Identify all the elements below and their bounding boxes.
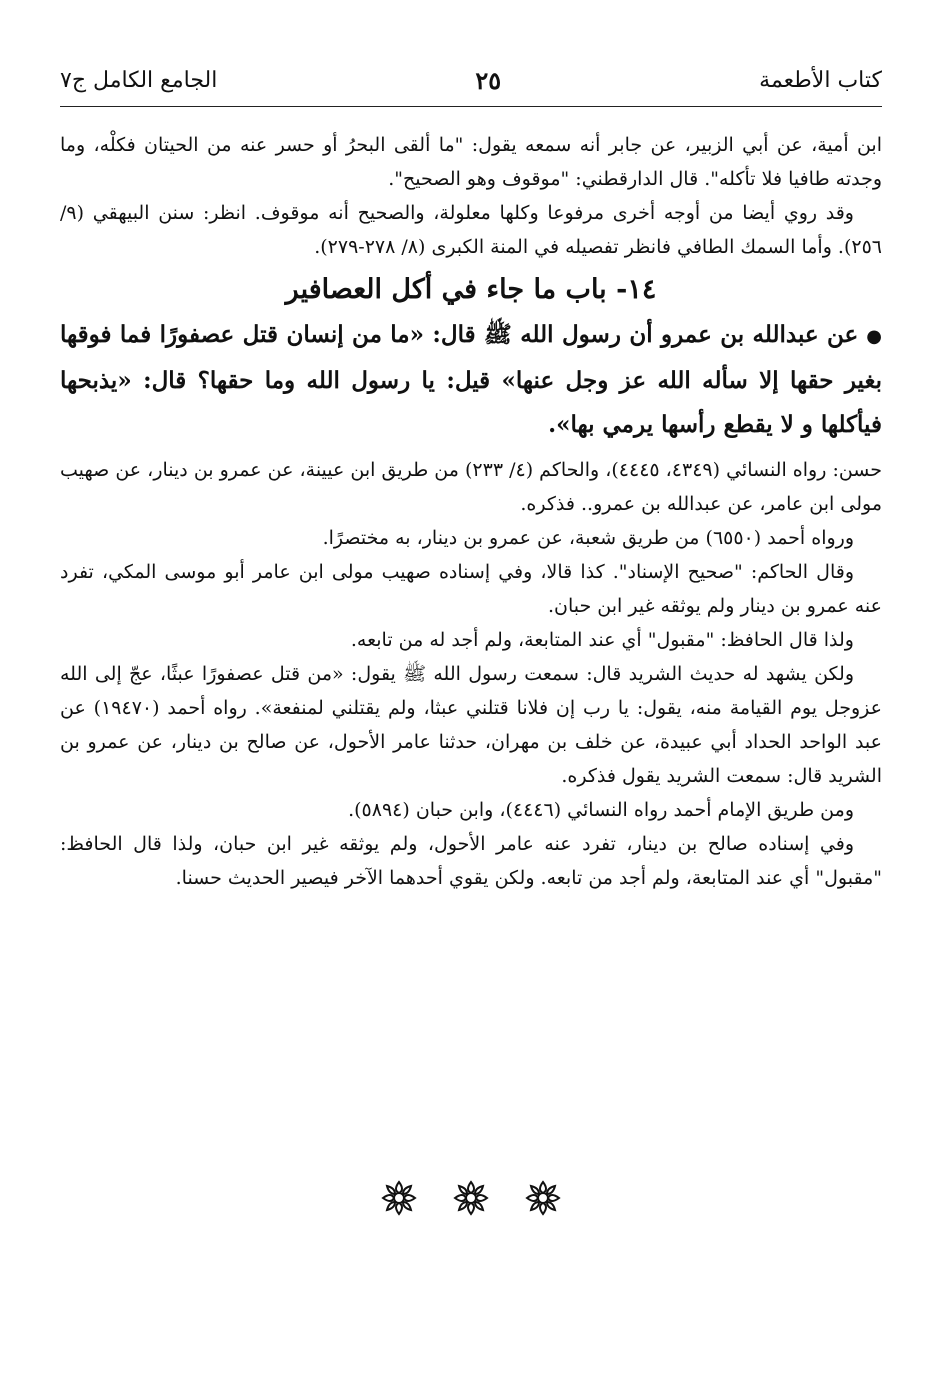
floral-ornament-icon <box>379 1178 419 1218</box>
page-body <box>60 128 882 895</box>
hadith-body: عن عبدالله بن عمرو أن رسول الله ﷺ قال: «ما من إنسان قتل عصفورًا فما فوقها بغير حقها إلا سأله الله عز وجل عنها» قيل: يا رسول الله وما حقها؟ قال: «يذبحها فيأكلها و لا يقطع رأسها يرمي بها». <box>60 321 882 438</box>
page-header <box>60 60 882 107</box>
commentary-paragraph: وفي إسناده صالح بن دينار، تفرد عنه عامر الأحول، ولم يوثقه غير ابن حبان، ولذا قال الحافظ: "مقبول" أي عند المتابعة، ولم أجد من تابعه. ولكن يقوي أحدهما الآخر فيصير الحديث حسنا. <box>60 833 882 889</box>
commentary-paragraph: ورواه أحمد (٦٥٥٠) من طريق شعبة، عن عمرو بن دينار، به مختصرًا. <box>322 527 854 549</box>
commentary-paragraph: ومن طريق الإمام أحمد رواه النسائي (٤٤٤٦)، وابن حبان (٥٨٩٤). <box>348 799 854 821</box>
end-ornaments <box>0 1178 942 1218</box>
floral-ornament-icon <box>451 1178 491 1218</box>
floral-ornament-icon <box>523 1178 563 1218</box>
section-title: ١٤- باب ما جاء في أكل العصافير <box>285 274 657 305</box>
commentary-paragraph: ولكن يشهد له حديث الشريد قال: سمعت رسول الله ﷺ يقول: «من قتل عصفورًا عبثًا، عجّ إلى الله عزوجل يوم القيامة منه، يقول: يا رب إن فلانا قتلني عبثا، ولم يقتلني لمنفعة». رواه أحمد (١٩٤٧٠) عن عبد الواحد الحداد أبي عبيدة، عن خلف بن مهران، حدثنا عامر الأحول، عن صالح بن دينار، عن عمرو بن الشريد قال: سمعت الشريد يقول فذكره. <box>60 663 882 787</box>
hadith-text <box>60 313 882 447</box>
intro-paragraph: وقد روي أيضا من أوجه أخرى مرفوعا وكلها معلولة، والصحيح أنه موقوف. انظر: سنن البيهقي (٩/ ٢٥٦). وأما السمك الطافي فانظر تفصيله في المنة الكبرى (٨/ ٢٧٨-٢٧٩). <box>60 202 882 258</box>
book-title: الجامع الكامل ج٧ <box>60 67 218 93</box>
bullet-icon: ● <box>866 326 882 347</box>
intro-paragraph: ابن أمية، عن أبي الزبير، عن جابر أنه سمعه يقول: "ما ألقى البحرُ أو حسر عنه من الحيتان فكلْه، وما وجدته طافيا فلا تأكله". قال الدارقطني: "موقوف وهو الصحيح". <box>60 134 882 190</box>
chapter-title: كتاب الأطعمة <box>759 67 882 93</box>
commentary-paragraph: ولذا قال الحافظ: "مقبول" أي عند المتابعة، ولم أجد له من تابعه. <box>350 629 854 651</box>
commentary-paragraph: حسن: رواه النسائي (٤٣٤٩، ٤٤٤٥)، والحاكم (٤/ ٢٣٣) من طريق ابن عيينة، عن عمرو بن دينار، عن صهيب مولى ابن عامر، عن عبدالله بن عمرو.. فذكره. <box>60 459 883 515</box>
page-number: ٢٥ <box>475 65 502 95</box>
commentary-paragraph: وقال الحاكم: "صحيح الإسناد". كذا قالا، وفي إسناده صهيب مولى ابن عامر أبو موسى المكي، تفرد عنه عمرو بن دينار ولم يوثقه غير ابن حبان. <box>60 561 882 617</box>
